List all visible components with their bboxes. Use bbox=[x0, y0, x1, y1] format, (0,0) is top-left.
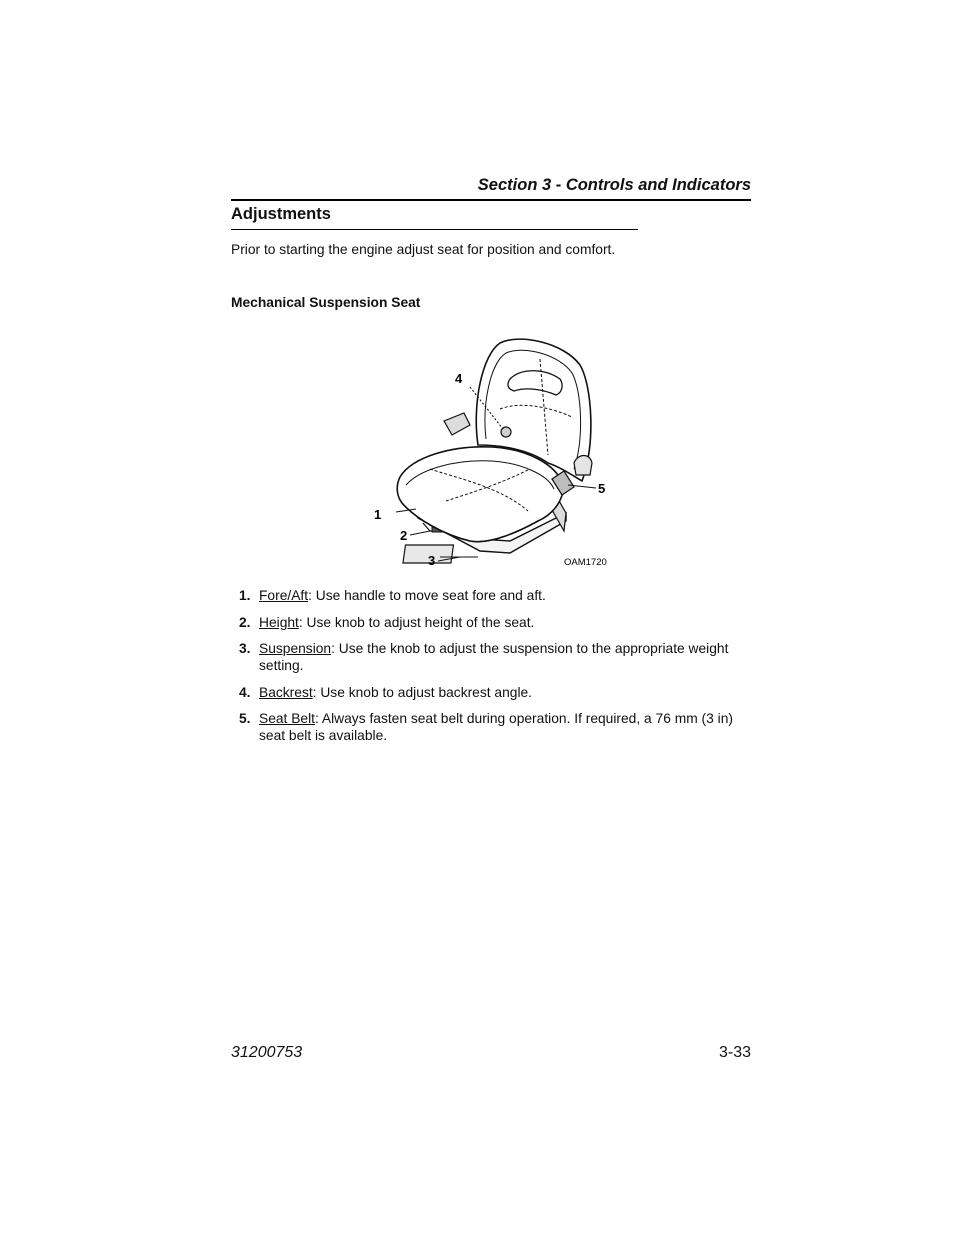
callout-4: 4 bbox=[455, 371, 463, 386]
step-number: 2. bbox=[239, 614, 251, 630]
step-text: : Use the knob to adjust the suspension to the appropriate weight setting. bbox=[259, 641, 729, 673]
step-number: 1. bbox=[239, 588, 251, 603]
intro-paragraph: Prior to starting the engine adjust seat for position and comfort. bbox=[231, 242, 616, 257]
step-term: Backrest bbox=[259, 684, 313, 700]
header-rule bbox=[231, 199, 751, 201]
list-item bbox=[231, 640, 751, 674]
list-item bbox=[231, 587, 751, 604]
list-item bbox=[231, 614, 751, 631]
callout-1: 1 bbox=[374, 507, 382, 522]
list-item bbox=[231, 710, 751, 744]
step-text: : Use knob to adjust backrest angle. bbox=[312, 684, 533, 700]
step-text: : Always fasten seat belt during operation. If required, a 76 mm (3 in) seat belt is available. bbox=[259, 711, 733, 743]
step-number: 3. bbox=[239, 641, 251, 656]
page-heading: Adjustments bbox=[231, 205, 331, 223]
step-term: Height bbox=[259, 614, 299, 630]
step-text: : Use knob to adjust height of the seat. bbox=[298, 614, 535, 630]
seat-illustration bbox=[360, 335, 620, 575]
heading-rule bbox=[231, 229, 638, 230]
page-number: 3-33 bbox=[718, 1044, 751, 1061]
callout-5: 5 bbox=[598, 481, 606, 496]
document-number: 31200753 bbox=[231, 1044, 303, 1061]
section-header: Section 3 - Controls and Indicators bbox=[477, 176, 751, 194]
seat-drawing bbox=[360, 335, 620, 575]
step-number: 4. bbox=[239, 684, 251, 700]
step-term: Suspension bbox=[259, 641, 332, 656]
step-term: Fore/Aft bbox=[259, 588, 309, 603]
figure-code: OAM1720 bbox=[564, 557, 607, 568]
step-number: 5. bbox=[239, 711, 251, 726]
adjustment-list bbox=[231, 587, 751, 754]
step-text: : Use handle to move seat fore and aft. bbox=[308, 588, 546, 603]
subheading: Mechanical Suspension Seat bbox=[231, 295, 421, 310]
step-term: Seat Belt bbox=[259, 711, 315, 726]
callout-2: 2 bbox=[400, 528, 408, 543]
list-item bbox=[231, 684, 751, 701]
callout-3: 3 bbox=[428, 553, 436, 568]
